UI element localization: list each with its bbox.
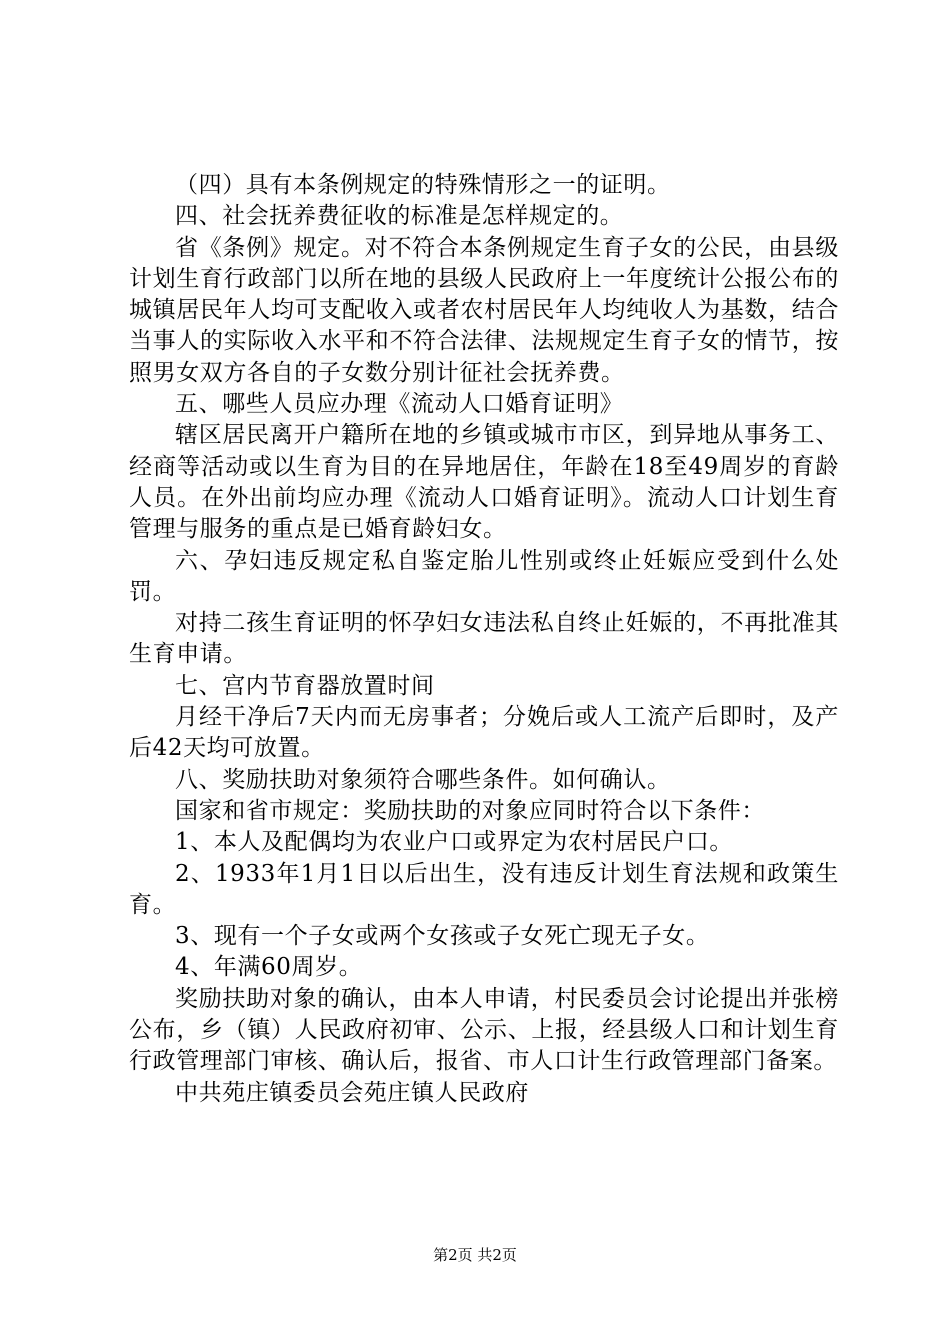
document-body xyxy=(129,170,839,1109)
heading-section-7: 七、宫内节育器放置时间 xyxy=(175,672,435,699)
paragraph-cert-4: （四）具有本条例规定的特殊情形之一的证明。 xyxy=(175,172,671,198)
heading-section-5: 五、哪些人员应办理《流动人口婚育证明》 xyxy=(175,391,624,418)
page-number-footer: 第2页 共2页 xyxy=(433,1246,517,1264)
paragraph-section-7-body: 月经干净后7天内而无房事者；分娩后或人工流产后即时，及产后42天均可放置。 xyxy=(129,704,839,762)
list-item-condition-1: 1、本人及配偶均为农业户口或界定为农村居民户口。 xyxy=(175,829,734,856)
paragraph-section-4-body: 省《条例》规定。对不符合本条例规定生育子女的公民，由县级计划生育行政部门以所在地的县级人民政府上一年度统计公报公布的城镇居民年人均可支配收入或者农村居民年人均纯收人为基数，结合当事人的实际收入水平和不符合法律、法规规定生育子女的情节，按照男女双方各自的子女数分别计征社会抚养费。 xyxy=(129,234,839,386)
list-item-condition-4: 4、年满60周岁。 xyxy=(175,954,363,981)
paragraph-confirmation-procedure: 奖励扶助对象的确认，由本人申请，村民委员会讨论提出并张榜公布，乡（镇）人民政府初审、公示、上报，经县级人口和计划生育行政管理部门审核、确认后，报省、市人口计生行政管理部门备案。 xyxy=(129,985,839,1075)
list-item-condition-3: 3、现有一个子女或两个女孩或子女死亡现无子女。 xyxy=(175,923,710,950)
heading-section-4: 四、社会抚养费征收的标准是怎样规定的。 xyxy=(175,203,624,230)
paragraph-section-5-body: 辖区居民离开户籍所在地的乡镇或城市市区，到异地从事务工、经商等活动或以生育为目的在异地居住，年龄在18至49周岁的育龄人员。在外出前均应办理《流动人口婚育证明》。流动人口计划生育管理与服务的重点是已婚育龄妇女。 xyxy=(129,422,839,543)
paragraph-section-8-intro: 国家和省市规定：奖励扶助的对象应同时符合以下条件： xyxy=(175,797,765,824)
heading-section-6: 六、孕妇违反规定私自鉴定胎儿性别或终止妊娠应受到什么处罚。 xyxy=(129,547,839,605)
signature-issuer: 中共苑庄镇委员会苑庄镇人民政府 xyxy=(175,1079,529,1106)
heading-section-8: 八、奖励扶助对象须符合哪些条件。如何确认。 xyxy=(175,766,671,793)
paragraph-section-6-body: 对持二孩生育证明的怀孕妇女违法私自终止妊娠的，不再批准其生育申请。 xyxy=(129,610,839,668)
list-item-condition-2: 2、1933年1月1日以后出生，没有违反计划生育法规和政策生育。 xyxy=(129,860,839,918)
